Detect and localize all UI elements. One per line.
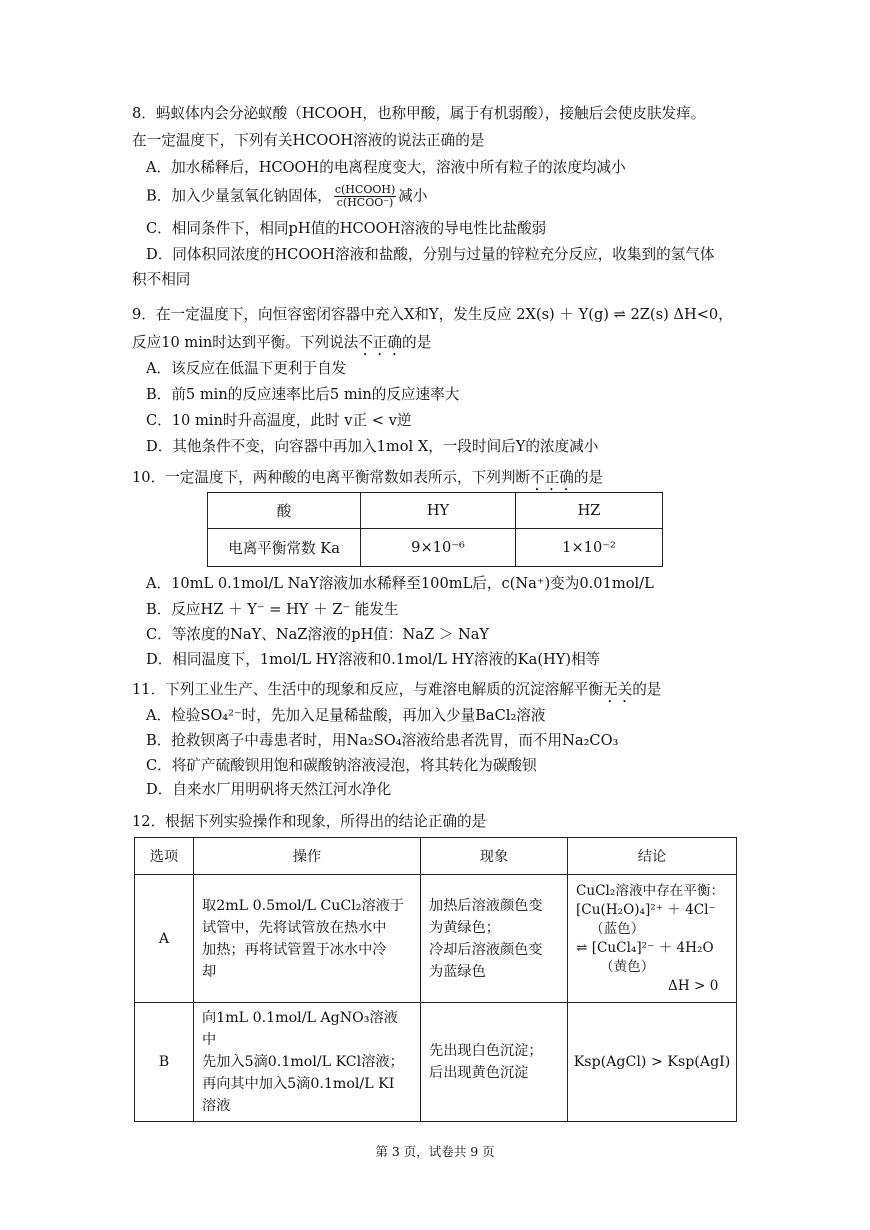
q12-row-b-operation-line: 向1mL 0.1mol/L AgNO₃溶液中 — [202, 1010, 398, 1048]
q11-emphasis-text: 无关 — [602, 681, 633, 698]
q9-option-c: C．10 min时升高温度，此时 v正 < v逆 — [146, 412, 412, 429]
q11-stem — [132, 679, 661, 706]
q12-header-option: 选项 — [135, 838, 194, 875]
q12-table — [134, 837, 737, 1122]
q9-option-a: A．该反应在低温下更利于自发 — [146, 360, 347, 377]
q12-row-a-operation-line: 取2mL 0.5mol/L CuCl₂溶液于 — [202, 897, 405, 914]
q12-row-a-conclusion-line: ⇌ [CuCl₄]²⁻ ＋ 4H₂O — [576, 939, 714, 956]
q12-row-a-option: A — [135, 875, 194, 1003]
q8-stem-line1: 8．蚂蚁体内会分泌蚁酸（HCOOH，也称甲酸，属于有机弱酸），接触后会使皮肤发痒。 — [132, 105, 706, 122]
q12-row-a-phenomenon — [421, 875, 568, 1003]
q12-row-b-phenomenon-line: 后出现黄色沉淀 — [429, 1065, 529, 1081]
q12-row-a-phenomenon-line: 加热后溶液颜色变 — [429, 897, 543, 914]
q9-stem-line1: 9．在一定温度下，向恒容密闭容器中充入X和Y，发生反应 2X(s) ＋ Y(g) ⇌ 2Z(s) ΔH<0， — [132, 306, 733, 323]
q9-option-b: B．前5 min的反应速率比后5 min的反应速率大 — [146, 386, 460, 403]
q11-option-a: A．检验SO₄²⁻时，先加入足量稀盐酸，再加入少量BaCl₂溶液 — [146, 707, 546, 724]
q12-row-b-phenomenon — [421, 1003, 568, 1122]
q8-fraction — [334, 184, 396, 209]
q12-row-a-conclusion-line: ΔH > 0 — [668, 977, 719, 994]
q11-option-b: B．抢救钡离子中毒患者时，用Na₂SO₄溶液给患者洗胃，而不用Na₂CO₃ — [146, 732, 619, 749]
q8-stem-line2: 在一定温度下，下列有关HCOOH溶液的说法正确的是 — [132, 132, 485, 149]
q12-row-b-conclusion: Ksp(AgCl) > Ksp(AgI) — [568, 1003, 737, 1122]
q10-option-b: B．反应HZ ＋ Y⁻ = HY ＋ Z⁻ 能发生 — [146, 601, 399, 618]
q12-row-a-conclusion-line: CuCl₂溶液中存在平衡： — [576, 882, 725, 899]
q12-row-a-conclusion-line: （蓝色） — [590, 920, 645, 937]
q8-option-d-line1: D．同体积同浓度的HCOOH溶液和盐酸，分别与过量的锌粒充分反应，收集到的氢气体 — [146, 246, 715, 263]
q10-stem-tail: 的是 — [573, 469, 604, 486]
q10-option-d: D．相同温度下，1mol/L HY溶液和0.1mol/L HY溶液的Ka(HY)相等 — [146, 651, 601, 668]
q8-option-d-line2: 积不相同 — [132, 271, 191, 288]
q12-row-a-operation-line: 却 — [202, 963, 217, 980]
q12-row-a-phenomenon-line: 冷却后溶液颜色变 — [429, 941, 543, 958]
q10-stem-text: 10．一定温度下，两种酸的电离平衡常数如表所示，下列判断 — [132, 469, 531, 486]
q8-option-b — [146, 184, 427, 209]
q8-option-a: A．加水稀释后，HCOOH的电离程度变大，溶液中所有粒子的浓度均减小 — [146, 159, 626, 176]
q12-header-conclusion: 结论 — [568, 838, 737, 875]
q11-option-d: D．自来水厂用明矾将天然江河水净化 — [146, 781, 392, 798]
q11-stem-tail: 的是 — [632, 681, 662, 698]
q9-emphasis-text: 不正确 — [358, 334, 403, 351]
q8-fraction-denominator: c(HCOO⁻) — [336, 196, 394, 209]
q12-row-b-operation-line: 再向其中加入5滴0.1mol/L KI — [202, 1076, 395, 1092]
q10-header-hz: HZ — [516, 493, 663, 529]
q12-row-b-operation-line: 先加入5滴0.1mol/L KCl溶液； — [202, 1054, 404, 1070]
q12-row-a-conclusion — [568, 875, 737, 1003]
q11-option-c: C．将矿产硫酸钡用饱和碳酸钠溶液浸泡，将其转化为碳酸钡 — [146, 757, 537, 774]
q12-header-operation: 操作 — [194, 838, 421, 875]
q10-option-a: A．10mL 0.1mol/L NaY溶液加水稀释至100mL后，c(Na⁺)变为0.01mol/L — [146, 575, 654, 592]
q9-stem-line2 — [132, 332, 431, 359]
q10-header-hy: HY — [361, 493, 516, 529]
q10-emphasis-text: 不正确 — [530, 469, 574, 486]
q8-fraction-numerator: c(HCOOH) — [334, 183, 396, 196]
q12-row-b-operation-line: 溶液 — [202, 1098, 231, 1114]
q12-header-phenomenon: 现象 — [421, 838, 568, 875]
q12-row-b-option: B — [135, 1003, 194, 1122]
q12-row-a-operation-line: 加热；再将试管置于冰水中冷 — [202, 941, 387, 958]
q10-table — [207, 492, 663, 567]
q9-stem-text: 反应10 min时达到平衡。下列说法 — [132, 334, 359, 351]
q8-option-b-text: B．加入少量氢氧化钠固体， — [146, 187, 332, 205]
q10-cell-hz-ka: 1×10⁻² — [516, 529, 663, 567]
q12-row-a-phenomenon-line: 为黄绿色； — [429, 919, 500, 936]
q10-header-acid: 酸 — [208, 493, 361, 529]
q12-row-a-operation-line: 试管中，先将试管放在热水中 — [202, 919, 387, 936]
q9-option-d: D．其他条件不变，向容器中再加入1mol X，一段时间后Y的浓度减小 — [146, 438, 599, 455]
q10-cell-ka-label: 电离平衡常数 Ka — [208, 529, 361, 567]
q10-option-c: C．等浓度的NaY、NaZ溶液的pH值：NaZ ＞ NaY — [146, 626, 490, 643]
q8-option-b-tail: 减小 — [398, 187, 428, 205]
q12-row-a-phenomenon-line: 为蓝绿色 — [429, 963, 486, 980]
q10-cell-hy-ka: 9×10⁻⁶ — [361, 529, 516, 567]
q11-stem-text: 11．下列工业生产、生活中的现象和反应，与难溶电解质的沉淀溶解平衡 — [132, 681, 603, 698]
q12-row-a-conclusion-line: （黄色） — [600, 958, 655, 975]
q12-row-b-operation — [194, 1003, 421, 1122]
page-footer: 第 3 页，试卷共 9 页 — [375, 1144, 495, 1159]
q12-row-a-conclusion-line: [Cu(H₂O)₄]²⁺ ＋ 4Cl⁻ — [576, 901, 716, 918]
q10-stem — [132, 467, 603, 494]
q9-stem-tail: 的是 — [402, 334, 432, 351]
q12-stem: 12．根据下列实验操作和现象，所得出的结论正确的是 — [132, 813, 487, 830]
q12-row-b-phenomenon-line: 先出现白色沉淀； — [429, 1043, 543, 1059]
q12-row-a-operation — [194, 875, 421, 1003]
q8-option-c: C．相同条件下，相同pH值的HCOOH溶液的导电性比盐酸弱 — [146, 220, 547, 237]
